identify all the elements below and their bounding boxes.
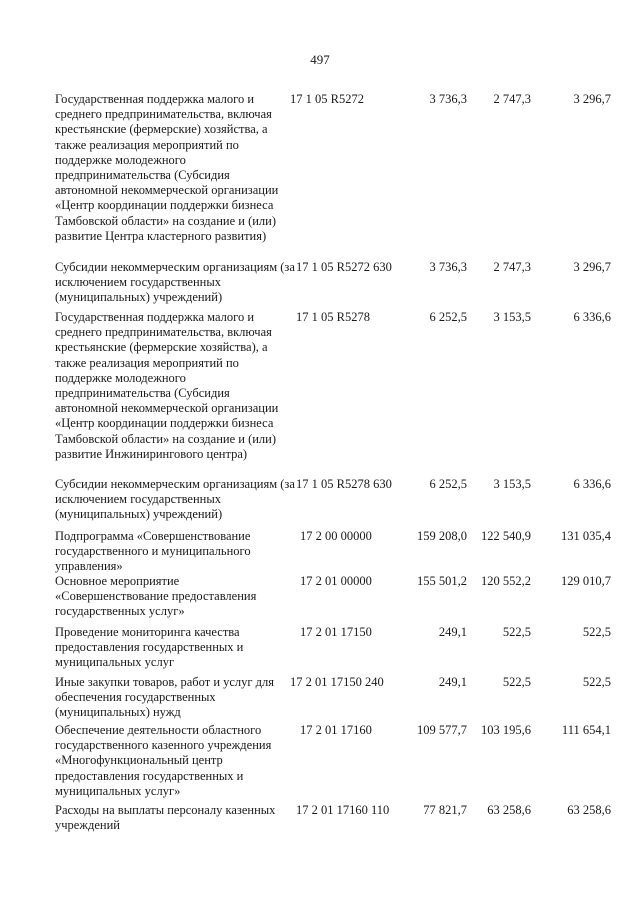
row-value-3: 6 336,6	[573, 310, 611, 324]
row-description: Проведение мониторинга качества предоставления государственных и муниципальных услуг	[55, 625, 244, 670]
row-value-3: 522,5	[582, 625, 611, 639]
row-value-2: 522,5	[502, 675, 531, 689]
row-value-1: 159 208,0	[417, 529, 467, 543]
row-value-3: 111 654,1	[561, 723, 611, 737]
row-description: Субсидии некоммерческим организациям (за исключением государственных (муниципальных) учреждений)	[55, 260, 295, 305]
row-value-3: 6 336,6	[573, 477, 611, 491]
row-value-1: 77 821,7	[423, 803, 467, 817]
row-value-2: 120 552,2	[481, 574, 531, 588]
row-description: Подпрограмма «Совершенствование государственного и муниципального управления»	[55, 529, 251, 574]
row-value-1: 109 577,7	[417, 723, 467, 737]
row-value-2: 122 540,9	[481, 529, 531, 543]
row-code: 17 2 01 17150	[300, 625, 372, 639]
page-number: 497	[310, 52, 330, 67]
row-value-3: 129 010,7	[561, 574, 611, 588]
row-code: 17 2 01 17150 240	[290, 675, 384, 689]
row-value-2: 2 747,3	[493, 92, 531, 106]
row-value-2: 3 153,5	[493, 310, 531, 324]
row-value-1: 6 252,5	[429, 310, 467, 324]
row-value-1: 6 252,5	[429, 477, 467, 491]
row-code: 17 1 05 R5278 630	[296, 477, 392, 491]
row-value-3: 522,5	[582, 675, 611, 689]
row-value-1: 249,1	[438, 675, 467, 689]
row-description: Обеспечение деятельности областного государственного казенного учреждения «Многофункциональный центр предоставления государственных и муниципальных услуг»	[55, 723, 272, 798]
row-description: Расходы на выплаты персоналу казенных учреждений	[55, 803, 276, 833]
row-value-1: 249,1	[438, 625, 467, 639]
row-value-1: 3 736,3	[429, 260, 467, 274]
row-code: 17 1 05 R5272 630	[296, 260, 392, 274]
row-code: 17 2 01 00000	[300, 574, 372, 588]
row-code: 17 1 05 R5272	[290, 92, 364, 106]
row-value-2: 3 153,5	[493, 477, 531, 491]
row-description: Иные закупки товаров, работ и услуг для обеспечения государственных (муниципальных) нужд	[55, 675, 275, 720]
row-value-2: 2 747,3	[493, 260, 531, 274]
row-value-2: 103 195,6	[481, 723, 531, 737]
row-value-1: 3 736,3	[429, 92, 467, 106]
row-description: Субсидии некоммерческим организациям (за исключением государственных (муниципальных) учреждений)	[55, 477, 295, 522]
row-description: Государственная поддержка малого и среднего предпринимательства, включая крестьянские (фермерские) хозяйства, а также реализация мероприятий по поддержке молодежного предпринимательства (Субсидия автономной некоммерческой организации «Центр координации поддержки бизнеса Тамбовской области» на создание и (или) развитие Центра кластерного развития)	[55, 92, 279, 243]
row-description: Основное мероприятие «Совершенствование предоставления государственных услуг»	[55, 574, 257, 619]
row-value-2: 522,5	[502, 625, 531, 639]
row-code: 17 2 00 00000	[300, 529, 372, 543]
row-value-3: 131 035,4	[561, 529, 611, 543]
row-value-1: 155 501,2	[417, 574, 467, 588]
row-value-3: 3 296,7	[573, 92, 611, 106]
row-value-3: 3 296,7	[573, 260, 611, 274]
row-value-3: 63 258,6	[567, 803, 611, 817]
row-code: 17 1 05 R5278	[296, 310, 370, 324]
row-code: 17 2 01 17160	[300, 723, 372, 737]
row-value-2: 63 258,6	[487, 803, 531, 817]
row-description: Государственная поддержка малого и среднего предпринимательства, включая крестьянские (фермерские хозяйства), а также реализация мероприятий по поддержке молодежного предпринимательства (Субсидия автономной некоммерческой организации «Центр координации поддержки бизнеса Тамбовской области» на создание и (или) развитие Инжинирингового центра)	[55, 310, 279, 461]
row-code: 17 2 01 17160 110	[296, 803, 390, 817]
